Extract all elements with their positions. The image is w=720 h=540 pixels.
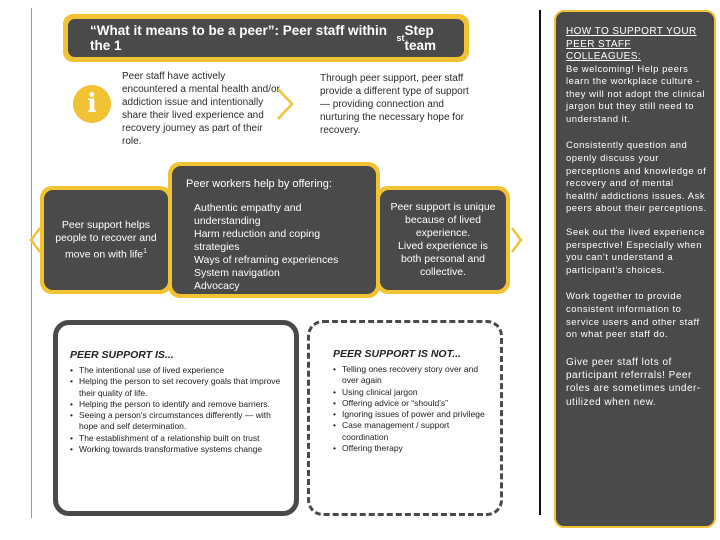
peer-support-description: Through peer support, peer staff provide a different type of support — providing connection and nurturing the necessary hope for recovery. <box>320 73 469 136</box>
support-tips-sidebar <box>554 10 716 528</box>
title-banner <box>63 14 469 62</box>
info-icon: i <box>73 85 111 123</box>
list-item: • Offering therapy <box>333 443 494 454</box>
peer-workers-offer-panel <box>168 162 380 298</box>
offer-list <box>186 202 362 293</box>
list-item: • Helping the person to set recovery goals that improve their quality of life. <box>70 376 286 399</box>
list-item: Authentic empathy and understanding <box>194 202 302 227</box>
peer-support-helps-text: Peer support helps people to recover and move on with life$^1$ <box>55 218 157 261</box>
offer-heading: Peer workers help by offering: <box>186 178 332 190</box>
list-item: Ways of reframing experiences <box>194 254 339 266</box>
peer-support-unique-panel <box>376 186 510 294</box>
peer-support-is-heading: PEER SUPPORT IS... <box>70 349 174 361</box>
list-item: • Seeing a person's circumstances differently — with hope and self determination. <box>70 410 286 433</box>
list-item: • Using clinical jargon <box>333 387 494 398</box>
peer-definition-text: Peer staff have actively encountered a mental health and/or addiction issue and intentionally share their lived experience and recovery journey as part of their role. <box>122 71 280 147</box>
peer-support-is-list <box>70 365 286 455</box>
chevron-right-icon <box>272 86 298 122</box>
list-item: • Case management / support coordination <box>333 420 494 443</box>
tip-text: Give peer staff lots of participant referrals! Peer roles are sometimes under-utilized when new. <box>566 356 701 408</box>
list-item: • Working towards transformative systems change <box>70 444 286 455</box>
peer-support-is-not-list <box>333 364 494 454</box>
left-divider <box>31 8 32 518</box>
center-divider <box>539 10 541 515</box>
list-item: • Helping the person to identify and remove barriers. <box>70 399 286 410</box>
list-item: Advocacy <box>194 280 240 292</box>
list-item: • Offering advice or “should’s” <box>333 398 494 409</box>
peer-support-is-not-box <box>307 320 503 516</box>
peer-support-is-not-heading: PEER SUPPORT IS NOT... <box>333 348 461 360</box>
list-item: • The establishment of a relationship built on trust <box>70 433 286 444</box>
list-item: Harm reduction and coping strategies <box>194 228 321 253</box>
list-item: • Telling ones recovery story over and over again <box>333 364 494 387</box>
page-title: “What it means to be a peer”: Peer staff within the 1 st Step team <box>68 19 464 57</box>
tip-text: Seek out the lived experience perspective! Especially when you can’t understand a participant’s choices. <box>566 227 706 276</box>
tip-text: Be welcoming! Help peers learn the workplace culture - they will not adopt the clinical jargon but they still need to understand it. <box>566 63 706 125</box>
chevron-left-icon <box>28 225 42 255</box>
peer-support-is-box <box>53 320 299 516</box>
tip-text: Work together to provide consistent information to service users and other staff on what peer staff do. <box>566 291 700 341</box>
list-item: System navigation <box>194 267 280 279</box>
lived-experience-text: Lived experience is both personal and collective. <box>398 240 488 278</box>
peer-support-helps-panel <box>40 186 172 294</box>
list-item: • The intentional use of lived experience <box>70 365 286 376</box>
list-item: • Ignoring issues of power and privilege <box>333 409 494 420</box>
sidebar-heading: HOW TO SUPPORT YOUR PEER STAFF COLLEAGUES: <box>566 26 697 62</box>
unique-text: Peer support is unique because of lived experience. <box>390 201 496 239</box>
tip-text: Consistently question and openly discuss your perceptions and knowledge of recovery and of mental health/ addictions issues. Ask peers about their perceptions. <box>566 140 707 215</box>
chevron-right-icon <box>510 225 524 255</box>
